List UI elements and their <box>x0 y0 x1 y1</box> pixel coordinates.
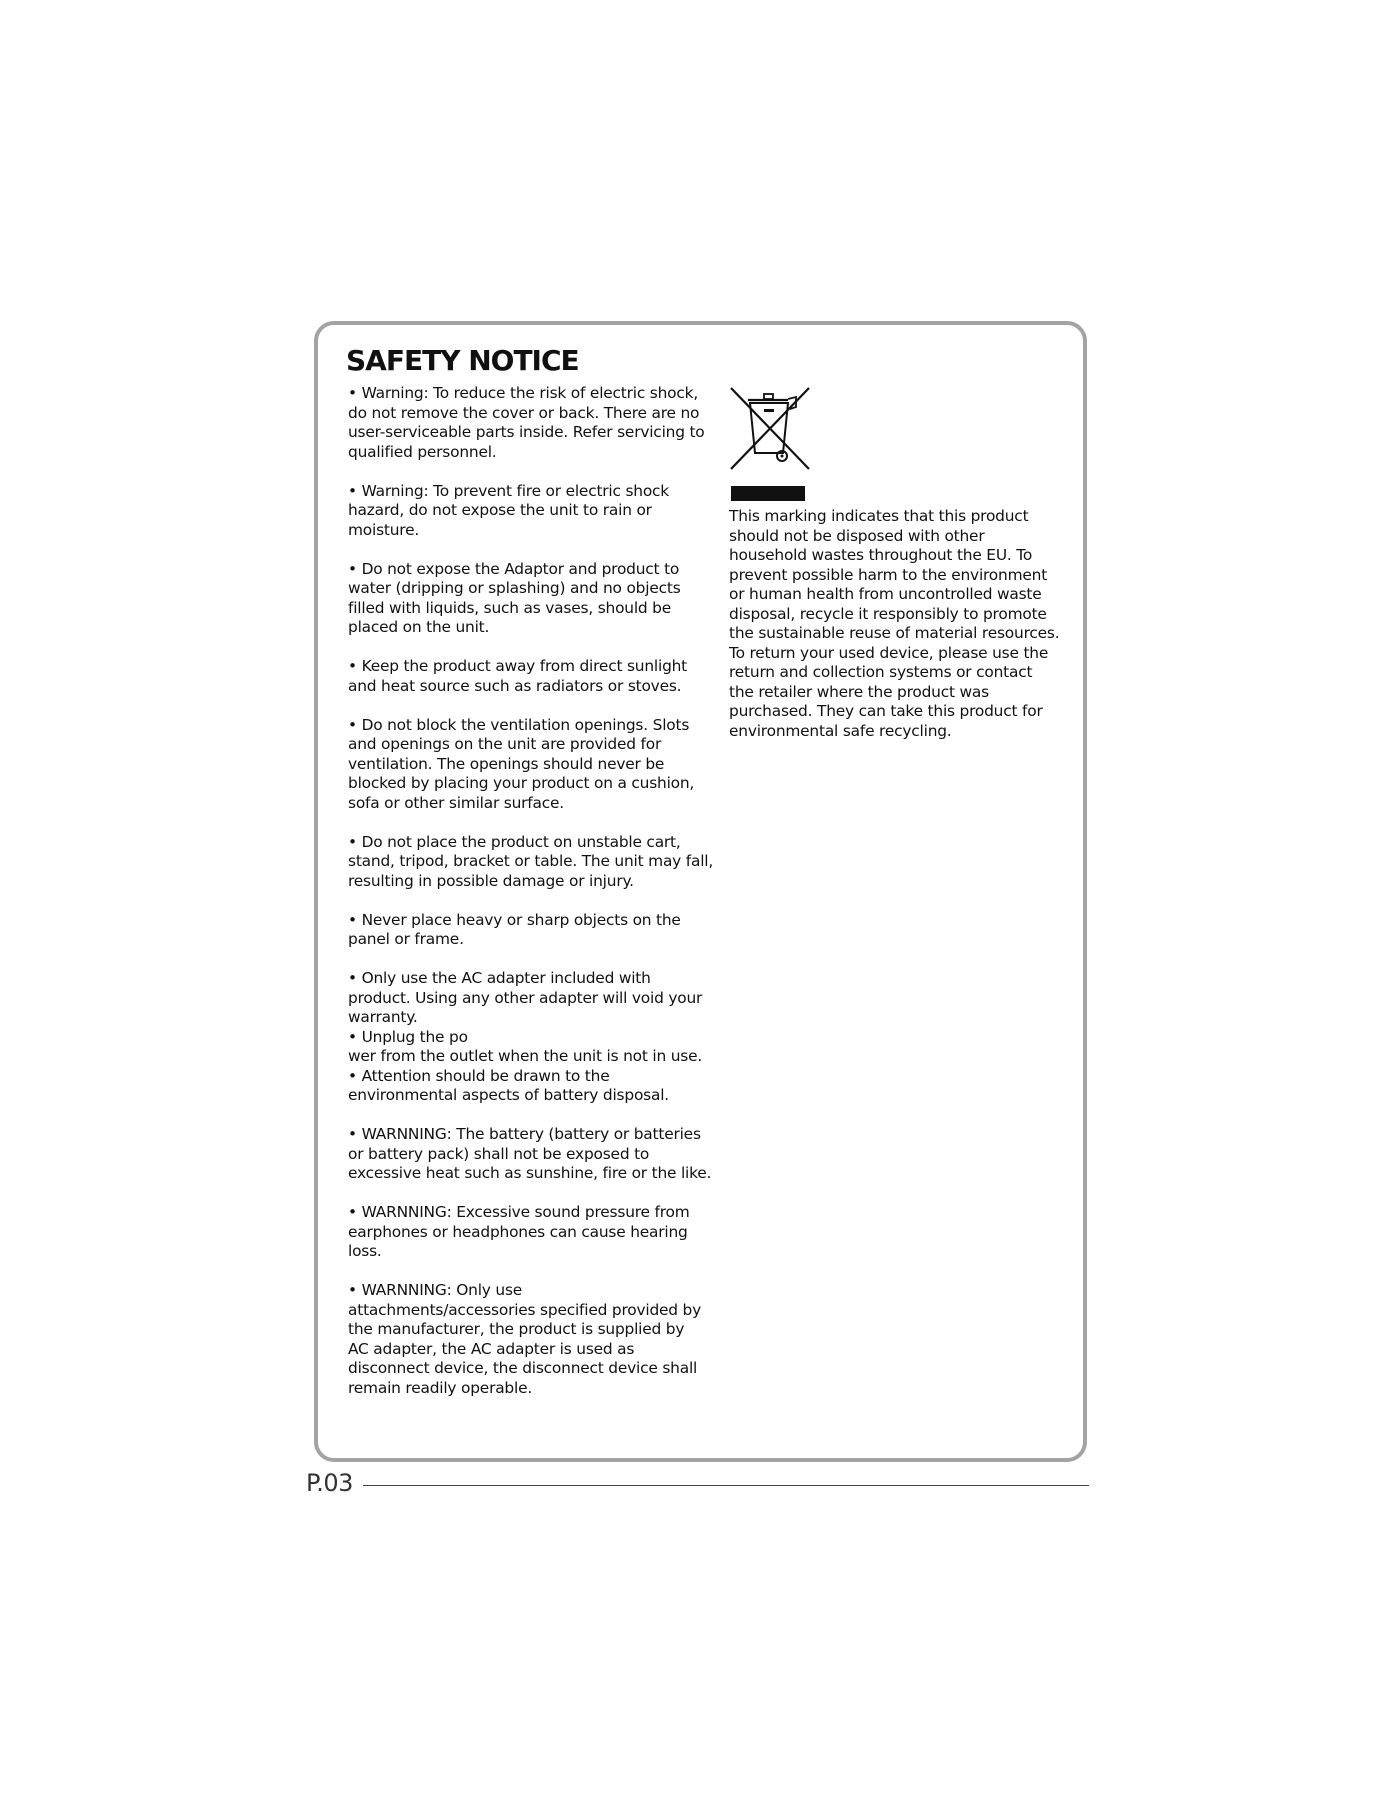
warning-item: • WARNNING: Only use attachments/accessories specified provided by the manufacturer, the product is supplied by AC adapter, the AC adapter is used as disconnect device, the disconnect device shall remain readily operable. <box>348 1281 702 1397</box>
warning-item: • WARNNING: The battery (battery or batteries or battery pack) shall not be exposed to excessive heat such as sunshine, fire or the like. <box>348 1125 712 1182</box>
warning-item: • Only use the AC adapter included with product. Using any other adapter will void your warranty. <box>348 969 703 1026</box>
warning-item: • Do not place the product on unstable cart, stand, tripod, bracket or table. The unit may fall, resulting in possible damage or injury. <box>348 832 714 890</box>
warning-item: • Warning: To reduce the risk of electric shock, do not remove the cover or back. There are no user-serviceable parts inside. Refer servicing to qualified personnel. <box>348 384 705 461</box>
safety-warnings-column <box>348 384 726 1418</box>
page-title: SAFETY NOTICE <box>346 344 579 377</box>
warning-item: • Do not expose the Adaptor and product to water (dripping or splashing) and no objects filled with liquids, such as vases, should be placed on the unit. <box>348 559 681 636</box>
warning-item: • Warning: To prevent fire or electric shock hazard, do not expose the unit to rain or moisture. <box>348 481 670 539</box>
weee-disposal-text: This marking indicates that this product should not be disposed with other household wastes throughout the EU. To prevent possible harm to the environment or human health from uncontrolled waste disposal, recycle it responsibly to promote the sustainable reuse of material resources. To return your used device, please use the return and collection systems or contact the retailer where the product was purchased. They can take this product for environmental safe recycling. <box>729 507 1060 740</box>
warning-item: • Do not block the ventilation openings. Slots and openings on the unit are provided for ventilation. The openings should never be blocked by placing your product on a cushion, sofa or other similar surface. <box>348 715 695 812</box>
warning-item: • Attention should be drawn to the environmental aspects of battery disposal. <box>348 1066 669 1104</box>
footer-divider <box>363 1485 1089 1486</box>
page-number: P.03 <box>306 1469 353 1497</box>
warning-item: • Keep the product away from direct sunlight and heat source such as radiators or stoves. <box>348 657 688 695</box>
warning-item: • WARNNING: Excessive sound pressure from earphones or headphones can cause hearing loss. <box>348 1203 690 1260</box>
warning-item: • Unplug the po wer from the outlet when the unit is not in use. <box>348 1027 703 1065</box>
crossed-out-wheelie-bin-icon <box>728 385 812 509</box>
warning-item: • Never place heavy or sharp objects on the panel or frame. <box>348 910 681 948</box>
